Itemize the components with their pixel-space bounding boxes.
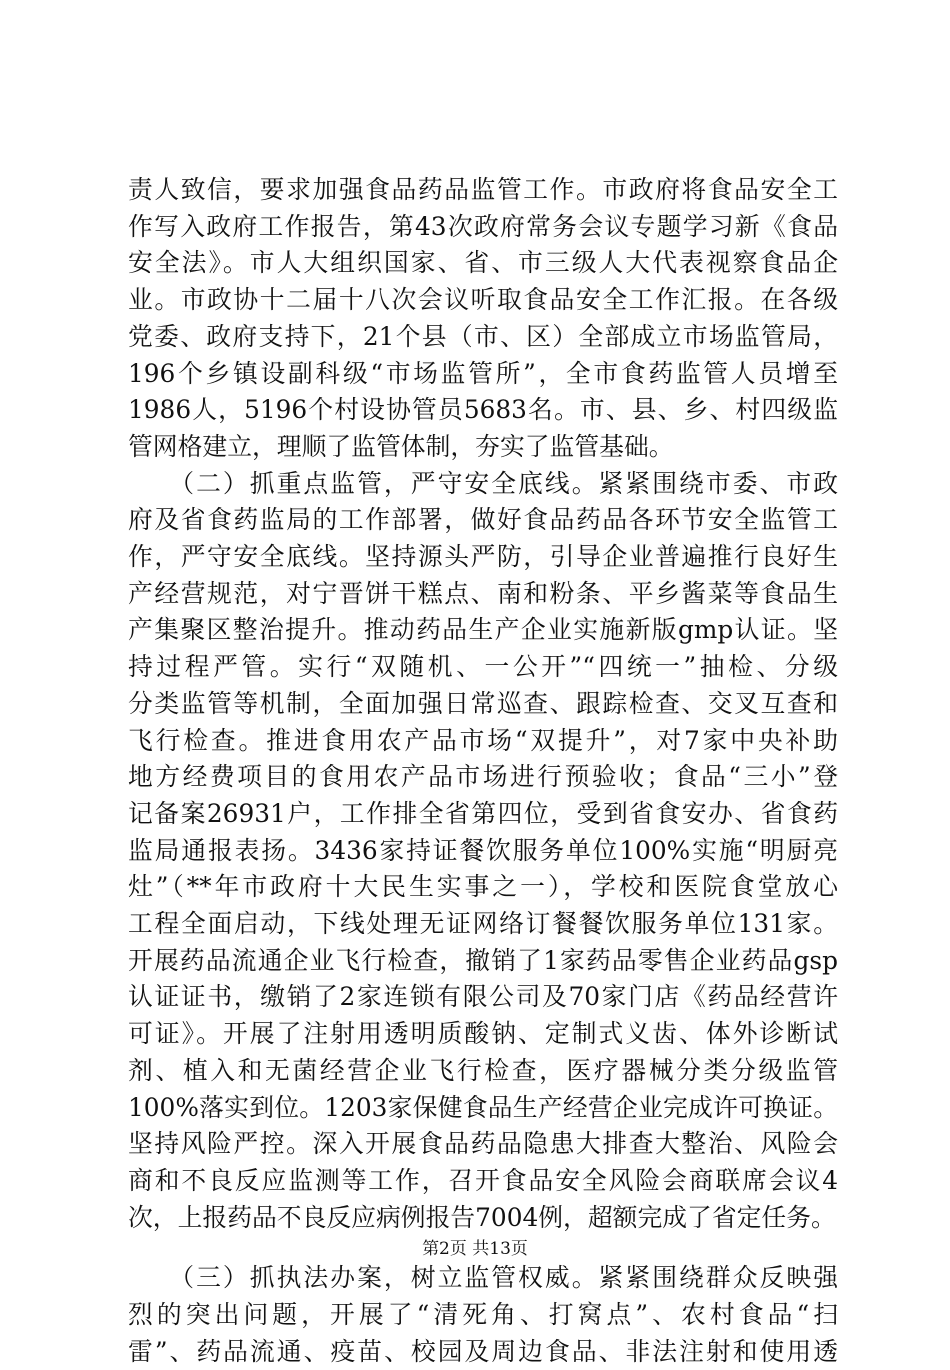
text-line: 次，上报药品不良反应病例报告7004例，超额完成了省定任务。	[128, 1202, 836, 1232]
text-line: 产经营规范，对宁晋饼干糕点、南和粉条、平乡酱菜等食品生	[128, 578, 838, 608]
text-line: 管网格建立，理顺了监管体制，夯实了监管基础。	[128, 431, 674, 461]
text-line: 坚持风险严控。深入开展食品药品隐患大排查大整治、风险会	[128, 1129, 838, 1159]
text-line: 烈的突出问题，开展了“清死角、打窝点”、农村食品“扫	[128, 1300, 838, 1329]
page-footer: 第2页 共13页	[422, 1239, 528, 1259]
text-line: 记备案26931户，工作排全省第四位，受到省食安办、省食药	[128, 798, 838, 828]
text-line: 分类监管等机制，全面加强日常巡查、跟踪检查、交叉互查和	[128, 688, 838, 718]
text-line: 100%落实到位。1203家保健食品生产经营企业完成许可换证。	[128, 1092, 838, 1122]
text-line: 商和不良反应监测等工作，召开食品安全风险会商联席会议4	[128, 1165, 838, 1195]
text-line: 飞行检查。推进食用农产品市场“双提升”，对7家中央补助	[128, 725, 838, 755]
text-line: 党委、政府支持下，21个县（市、区）全部成立市场监管局，	[128, 321, 838, 351]
text-line: 府及省食药监局的工作部署，做好食品药品各环节安全监管工	[128, 505, 838, 535]
text-line: 产集聚区整治提升。推动药品生产企业实施新版gmp认证。坚	[128, 615, 838, 645]
text-line: 安全法》。市人大组织国家、省、市三级人大代表视察食品企	[128, 248, 838, 278]
text-line: 认证证书，缴销了2家连锁有限公司及70家门店《药品经营许	[128, 982, 838, 1012]
text-line: 地方经费项目的食用农产品市场进行预验收；食品“三小”登	[128, 762, 838, 792]
text-line: 1986人，5196个村设协管员5683名。市、县、乡、村四级监	[128, 395, 838, 425]
text-line: 开展药品流通企业飞行检查，撤销了1家药品零售企业药品gsp	[128, 945, 838, 975]
text-line: 监局通报表扬。3436家持证餐饮服务单位100%实施“明厨亮	[128, 835, 838, 865]
text-line: 作写入政府工作报告，第43次政府常务会议专题学习新《食品	[128, 211, 838, 241]
text-line: 工程全面启动，下线处理无证网络订餐餐饮服务单位131家。	[128, 909, 838, 938]
text-line: 作，严守安全底线。坚持源头严防，引导企业普遍推行良好生	[128, 542, 838, 571]
text-line: 雷”、药品流通、疫苗、校园及周边食品、非法注射和使用透	[128, 1336, 838, 1366]
text-line: 业。市政协十二届十八次会议听取食品安全工作汇报。在各级	[128, 285, 838, 315]
text-line: 持过程严管。实行“双随机、一公开”“四统一”抽检、分级	[128, 652, 838, 682]
text-line: （二）抓重点监管，严守安全底线。紧紧围绕市委、市政	[128, 468, 838, 498]
text-line: 剂、植入和无菌经营企业飞行检查，医疗器械分类分级监管	[128, 1055, 838, 1085]
text-line: 灶”（**年市政府十大民生实事之一），学校和医院食堂放心	[128, 872, 838, 902]
text-line: 196个乡镇设副科级“市场监管所”，全市食药监管人员增至	[128, 358, 838, 388]
text-line: 责人致信，要求加强食品药品监管工作。市政府将食品安全工	[128, 175, 838, 204]
text-line: 可证》。开展了注射用透明质酸钠、定制式义齿、体外诊断试	[128, 1019, 838, 1049]
text-line: （三）抓执法办案，树立监管权威。紧紧围绕群众反映强	[128, 1263, 838, 1293]
